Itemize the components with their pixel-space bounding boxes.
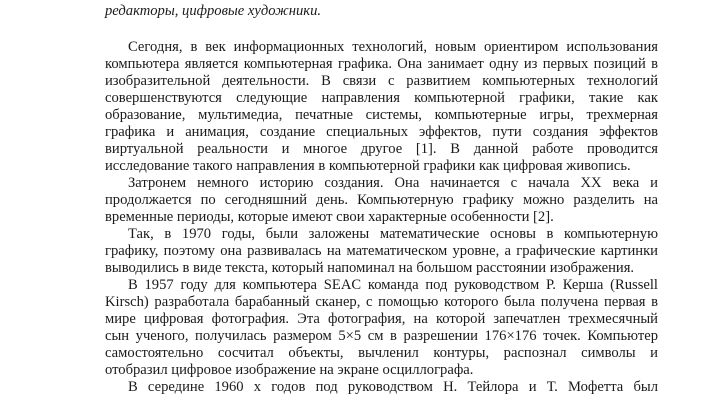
paragraph-line: сын ученого, получилась размером 5×5 см в разрешении 176×176 точек. Компьютер	[105, 328, 658, 344]
paragraph-line: В середине 1960 х годов под руководством Н. Тейлора и Т. Мофетта был	[128, 379, 658, 395]
paragraph-line: графику, поэтому она развивалась на математическом уровне, а графические картинки	[105, 243, 658, 259]
paragraph-line: виртуальной реальности и многое другое [1]. В данной работе проводится	[105, 141, 658, 157]
paragraph-line: В 1957 году для компьютера SEAC команда под руководством Р. Керша (Russell	[128, 277, 658, 293]
paragraph-line: исследование такого направления в компьютерной графики как цифровая живопись.	[105, 158, 631, 174]
paragraph-line: графика и анимация, создание специальных эффектов, пути создания эффектов	[105, 124, 658, 140]
paragraph-line: мире цифровая фотография. Эта фотография, на которой запечатлен трехмесячный	[105, 311, 658, 327]
paragraph-line: образование, мультимедиа, печатные системы, компьютерные игры, трехмерная	[105, 107, 658, 123]
paragraph-line: временные периоды, которые имеют свои характерные особенности [2].	[105, 209, 554, 225]
paragraph-line: совершенствуются следующие направления компьютерной графики, такие как	[105, 90, 658, 106]
paragraph-line: отобразил цифровое изображение на экране осциллографа.	[105, 362, 474, 378]
paragraph-line: продолжается по сегодняшний день. Компьютерную графику можно разделить на	[105, 192, 658, 208]
paragraph-line: Сегодня, в век информационных технологий, новым ориентиром использования	[128, 39, 658, 55]
partial-header-line: редакторы, цифровые художники.	[105, 3, 322, 19]
paragraph-line: изобразительной деятельности. В связи с развитием компьютерных технологий	[105, 73, 658, 89]
paragraph-line: выводились в виде текста, который напоминал на большом расстоянии изображения.	[105, 260, 635, 276]
paragraph-line: самостоятельно сосчитал объекты, вычленил контуры, распознал символы и	[105, 345, 658, 361]
paragraph-line: компьютера является компьютерная графика. Она занимает одну из первых позиций в	[105, 56, 658, 72]
paragraph-line: Затронем немного историю создания. Она начинается с начала XX века и	[128, 175, 658, 191]
paragraph-line: Так, в 1970 годы, были заложены математические основы в компьютерную	[128, 226, 658, 242]
paragraph-line: Kirsch) разработала барабанный сканер, с помощью которого была получена первая в	[105, 294, 658, 310]
